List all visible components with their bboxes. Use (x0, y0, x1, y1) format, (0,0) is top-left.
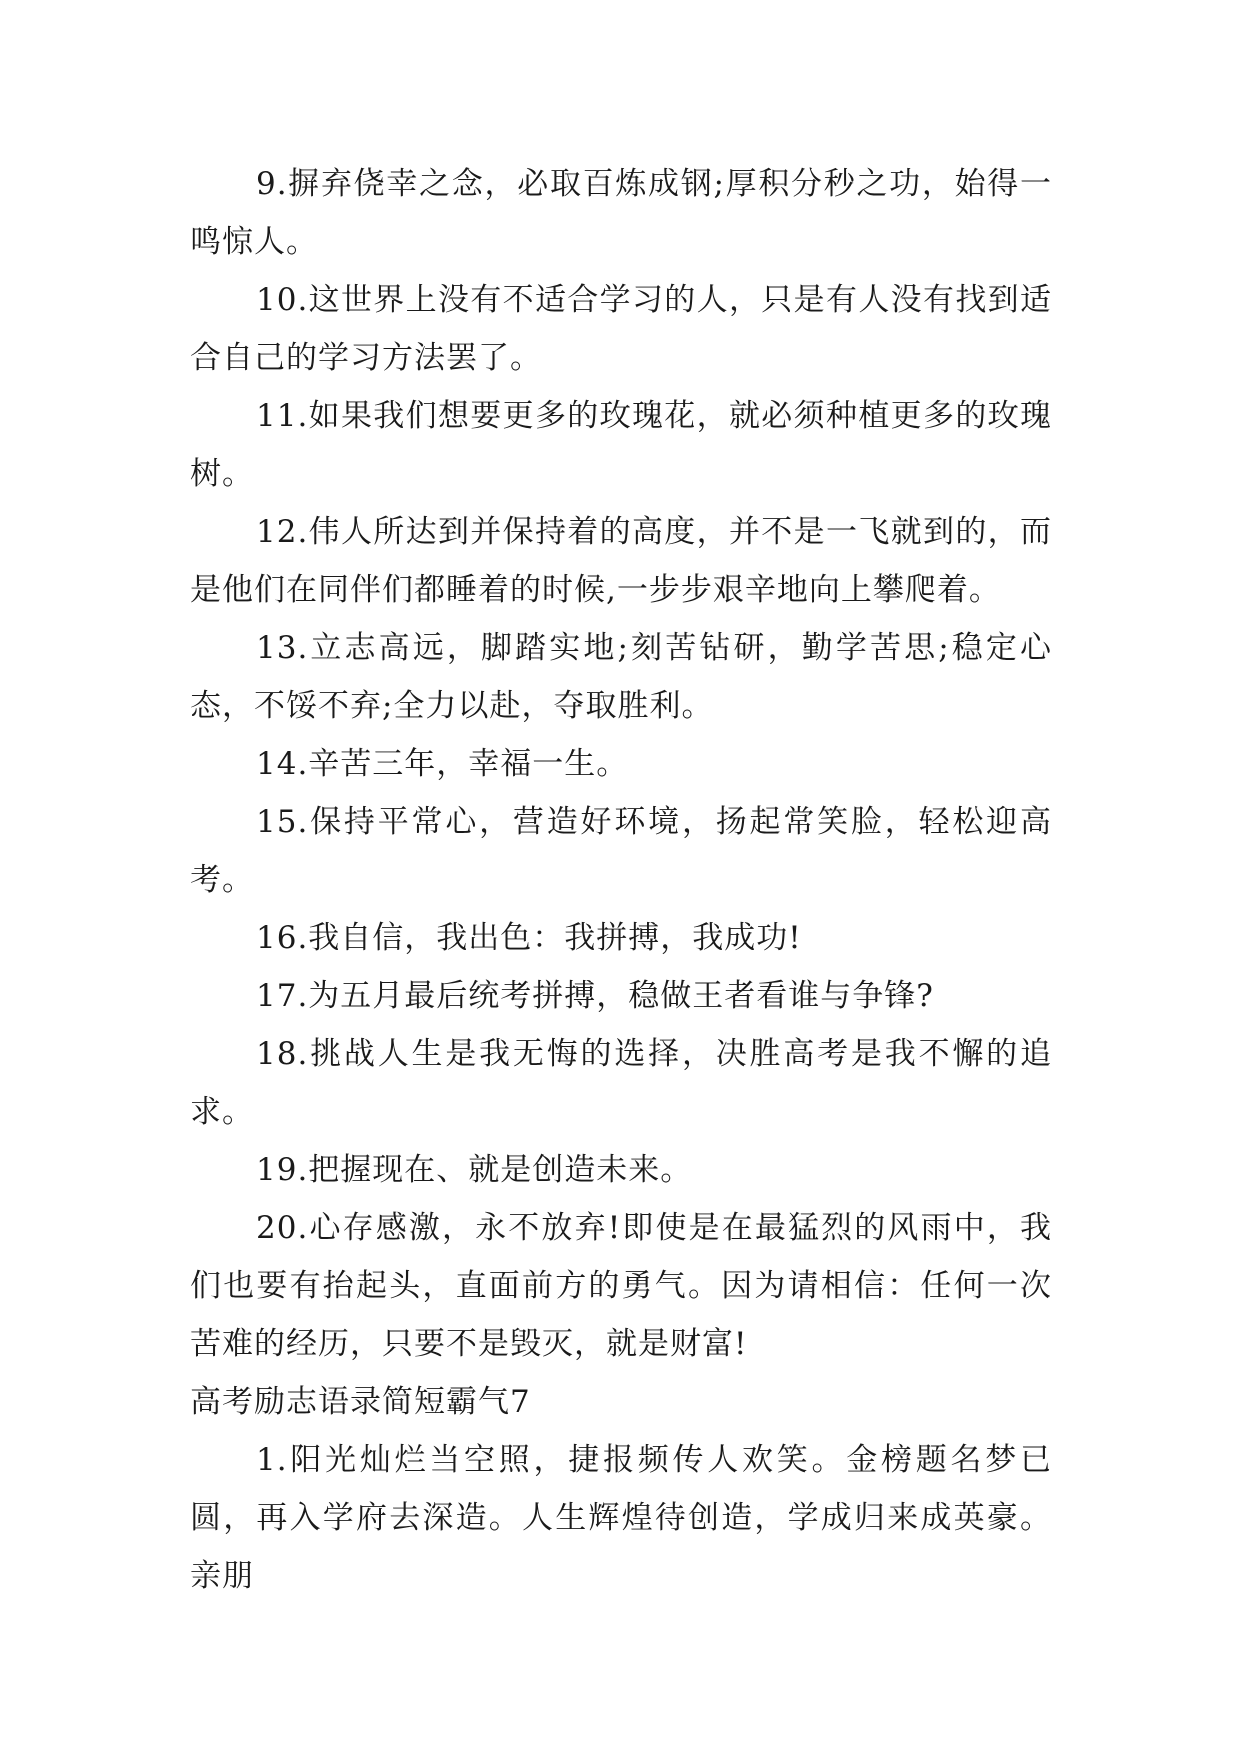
quote-item-16: 16.我自信，我出色：我拼搏，我成功! (256, 920, 802, 956)
quote-item-17: 17.为五月最后统考拼搏，稳做王者看谁与争锋? (256, 978, 934, 1014)
quote-item-20: 20.心存感激，永不放弃!即使是在最猛烈的风雨中，我们也要有抬起头，直面前方的勇气。因为请相信：任何一次苦难的经历，只要不是毁灭，就是财富! (190, 1210, 1052, 1362)
section-heading: 高考励志语录简短霸气7 (190, 1384, 531, 1420)
quote-item-9: 9.摒弃侥幸之念，必取百炼成钢;厚积分秒之功，始得一鸣惊人。 (190, 166, 1052, 260)
quote-item-18: 18.挑战人生是我无悔的选择，决胜高考是我不懈的追求。 (190, 1036, 1052, 1130)
quote-item-12: 12.伟人所达到并保持着的高度，并不是一飞就到的，而是他们在同伴们都睡着的时候,一步步艰辛地向上攀爬着。 (190, 514, 1052, 608)
quote-item-19: 19.把握现在、就是创造未来。 (256, 1152, 693, 1188)
quote-item-15: 15.保持平常心，营造好环境，扬起常笑脸，轻松迎高考。 (190, 804, 1052, 898)
quote-item-10: 10.这世界上没有不适合学习的人，只是有人没有找到适合自己的学习方法罢了。 (190, 282, 1052, 376)
quote-item-13: 13.立志高远，脚踏实地;刻苦钻研，勤学苦思;稳定心态，不馁不弃;全力以赴，夺取胜利。 (190, 630, 1052, 724)
quote-item-14: 14.辛苦三年，幸福一生。 (256, 746, 629, 782)
section-quote-item-1: 1.阳光灿烂当空照，捷报频传人欢笑。金榜题名梦已圆，再入学府去深造。人生辉煌待创造，学成归来成英豪。亲朋 (190, 1442, 1052, 1594)
document-page (190, 155, 1052, 1605)
quote-item-11: 11.如果我们想要更多的玫瑰花，就必须种植更多的玫瑰树。 (190, 398, 1052, 492)
